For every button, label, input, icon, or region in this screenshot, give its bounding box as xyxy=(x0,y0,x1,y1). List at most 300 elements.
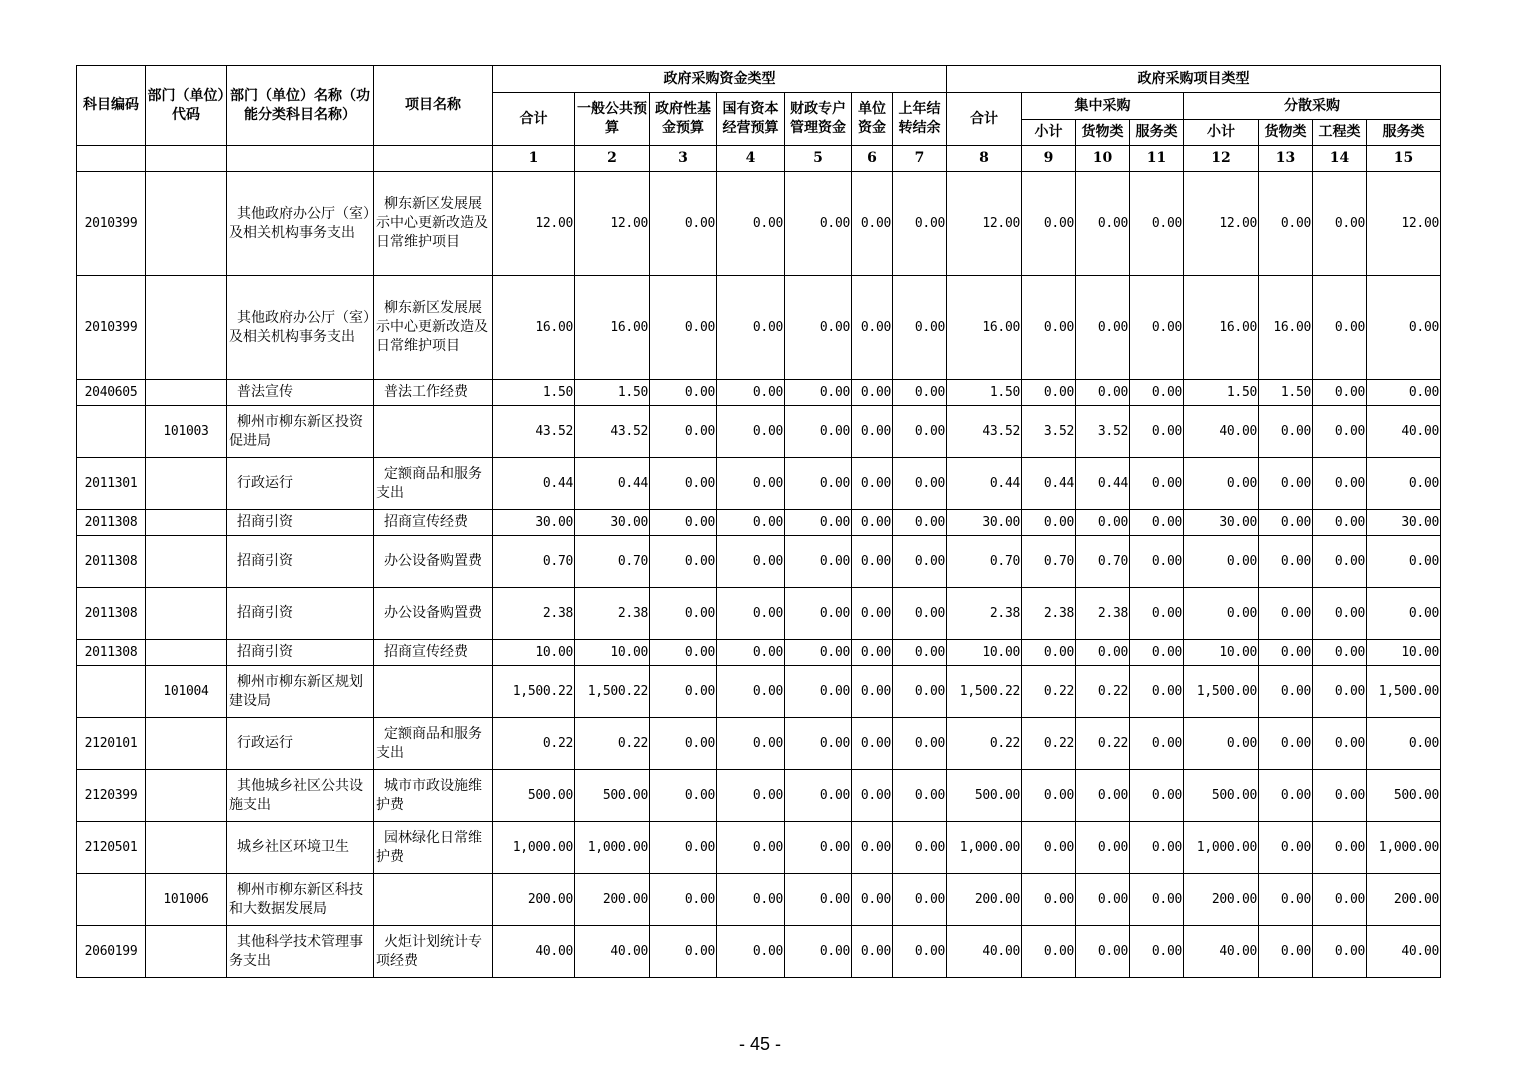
amount-cell: 30.00 xyxy=(1367,510,1441,536)
amount-cell: 1,000.00 xyxy=(575,822,650,874)
header-col-number: 10 xyxy=(1076,146,1130,172)
subject-code-cell: 2040605 xyxy=(77,380,146,406)
amount-cell: 0.00 xyxy=(1259,458,1313,510)
table-row xyxy=(77,172,1441,276)
subject-code-cell xyxy=(77,874,146,926)
amount-cell: 0.00 xyxy=(852,406,893,458)
amount-cell: 16.00 xyxy=(575,276,650,380)
amount-cell: 0.00 xyxy=(785,406,852,458)
dept-name-cell: 招商引资 xyxy=(227,536,374,588)
amount-cell: 43.52 xyxy=(575,406,650,458)
header-col-number: 8 xyxy=(947,146,1022,172)
amount-cell: 3.52 xyxy=(1076,406,1130,458)
header-col-number: 15 xyxy=(1367,146,1441,172)
header-fund-type: 政府采购资金类型 xyxy=(493,66,947,93)
amount-cell: 0.00 xyxy=(893,276,947,380)
subject-code-cell: 2010399 xyxy=(77,276,146,380)
dept-name-cell: 行政运行 xyxy=(227,458,374,510)
header-col-number: 3 xyxy=(650,146,717,172)
amount-cell: 0.00 xyxy=(852,588,893,640)
dept-code-cell xyxy=(146,536,227,588)
subject-code-cell: 2011301 xyxy=(77,458,146,510)
amount-cell: 0.00 xyxy=(650,822,717,874)
dept-code-cell xyxy=(146,172,227,276)
amount-cell: 1,500.00 xyxy=(1184,666,1259,718)
amount-cell: 1,500.22 xyxy=(493,666,575,718)
header-num-blank xyxy=(146,146,227,172)
header-dept-name: 部门（单位）名称（功能分类科目名称） xyxy=(227,66,374,146)
amount-cell: 0.22 xyxy=(493,718,575,770)
header-subject-code: 科目编码 xyxy=(77,66,146,146)
amount-cell: 30.00 xyxy=(493,510,575,536)
amount-cell: 0.00 xyxy=(717,822,785,874)
amount-cell: 40.00 xyxy=(1184,406,1259,458)
table-row xyxy=(77,926,1441,978)
table-row xyxy=(77,510,1441,536)
amount-cell: 0.00 xyxy=(1313,874,1367,926)
header-project-name: 项目名称 xyxy=(374,66,493,146)
header-num-blank xyxy=(374,146,493,172)
amount-cell: 0.00 xyxy=(717,588,785,640)
amount-cell: 0.00 xyxy=(1076,510,1130,536)
header-services: 服务类 xyxy=(1130,120,1184,146)
header-subtotal-2: 小计 xyxy=(1184,120,1259,146)
amount-cell: 0.00 xyxy=(1367,380,1441,406)
amount-cell: 0.00 xyxy=(1259,822,1313,874)
amount-cell: 0.00 xyxy=(1259,874,1313,926)
amount-cell: 0.00 xyxy=(1313,510,1367,536)
subject-code-cell: 2120399 xyxy=(77,770,146,822)
header-project-type: 政府采购项目类型 xyxy=(947,66,1441,93)
project-name-cell xyxy=(374,874,493,926)
header-num-blank xyxy=(77,146,146,172)
amount-cell: 0.00 xyxy=(1022,276,1076,380)
amount-cell: 0.00 xyxy=(650,276,717,380)
amount-cell: 1,500.00 xyxy=(1367,666,1441,718)
amount-cell: 1,000.00 xyxy=(1184,822,1259,874)
amount-cell: 40.00 xyxy=(1367,926,1441,978)
amount-cell: 0.00 xyxy=(1130,770,1184,822)
amount-cell: 0.22 xyxy=(947,718,1022,770)
amount-cell: 0.00 xyxy=(1367,588,1441,640)
header-subtotal: 小计 xyxy=(1022,120,1076,146)
amount-cell: 43.52 xyxy=(947,406,1022,458)
amount-cell: 0.70 xyxy=(947,536,1022,588)
amount-cell: 10.00 xyxy=(493,640,575,666)
amount-cell: 0.22 xyxy=(1076,718,1130,770)
header-col-number: 13 xyxy=(1259,146,1313,172)
header-col-number: 2 xyxy=(575,146,650,172)
table-row xyxy=(77,718,1441,770)
amount-cell: 0.22 xyxy=(1076,666,1130,718)
project-name-cell: 办公设备购置费 xyxy=(374,536,493,588)
amount-cell: 0.00 xyxy=(785,380,852,406)
header-state-capital: 国有资本经营预算 xyxy=(717,93,785,146)
project-name-cell xyxy=(374,406,493,458)
amount-cell: 0.00 xyxy=(1184,536,1259,588)
amount-cell: 10.00 xyxy=(1184,640,1259,666)
subject-code-cell: 2060199 xyxy=(77,926,146,978)
amount-cell: 200.00 xyxy=(493,874,575,926)
table-row xyxy=(77,640,1441,666)
amount-cell: 0.00 xyxy=(1259,510,1313,536)
amount-cell: 0.22 xyxy=(1022,666,1076,718)
subject-code-cell: 2011308 xyxy=(77,640,146,666)
dept-name-cell: 招商引资 xyxy=(227,588,374,640)
header-goods-2: 货物类 xyxy=(1259,120,1313,146)
amount-cell: 0.00 xyxy=(1313,458,1367,510)
subject-code-cell xyxy=(77,406,146,458)
amount-cell: 40.00 xyxy=(1367,406,1441,458)
amount-cell: 30.00 xyxy=(1184,510,1259,536)
header-centralized: 集中采购 xyxy=(1022,93,1184,120)
amount-cell: 0.00 xyxy=(1313,718,1367,770)
amount-cell: 3.52 xyxy=(1022,406,1076,458)
dept-code-cell: 101004 xyxy=(146,666,227,718)
amount-cell: 0.00 xyxy=(852,926,893,978)
dept-code-cell xyxy=(146,276,227,380)
amount-cell: 0.00 xyxy=(1259,536,1313,588)
dept-name-cell: 其他科学技术管理事务支出 xyxy=(227,926,374,978)
amount-cell: 1,000.00 xyxy=(947,822,1022,874)
amount-cell: 0.00 xyxy=(1130,718,1184,770)
header-col-number: 4 xyxy=(717,146,785,172)
dept-code-cell: 101003 xyxy=(146,406,227,458)
amount-cell: 0.00 xyxy=(1076,172,1130,276)
amount-cell: 2.38 xyxy=(1076,588,1130,640)
amount-cell: 0.00 xyxy=(893,458,947,510)
table-row xyxy=(77,874,1441,926)
header-col-number: 1 xyxy=(493,146,575,172)
dept-code-cell xyxy=(146,718,227,770)
amount-cell: 1,000.00 xyxy=(1367,822,1441,874)
amount-cell: 0.00 xyxy=(893,666,947,718)
table-row xyxy=(77,276,1441,380)
table-row xyxy=(77,536,1441,588)
table-row xyxy=(77,588,1441,640)
amount-cell: 0.00 xyxy=(852,718,893,770)
amount-cell: 0.00 xyxy=(1022,510,1076,536)
table-row xyxy=(77,666,1441,718)
amount-cell: 0.00 xyxy=(1367,536,1441,588)
dept-code-cell: 101006 xyxy=(146,874,227,926)
amount-cell: 0.00 xyxy=(1259,588,1313,640)
amount-cell: 0.00 xyxy=(650,380,717,406)
table-row xyxy=(77,822,1441,874)
amount-cell: 0.00 xyxy=(1313,380,1367,406)
dept-name-cell: 柳州市柳东新区科技和大数据发展局 xyxy=(227,874,374,926)
amount-cell: 0.00 xyxy=(717,640,785,666)
amount-cell: 0.00 xyxy=(1130,536,1184,588)
amount-cell: 0.00 xyxy=(893,588,947,640)
amount-cell: 0.00 xyxy=(717,718,785,770)
amount-cell: 0.00 xyxy=(893,770,947,822)
amount-cell: 0.00 xyxy=(650,406,717,458)
amount-cell: 40.00 xyxy=(947,926,1022,978)
amount-cell: 0.00 xyxy=(1130,588,1184,640)
project-name-cell: 柳东新区发展展示中心更新改造及日常维护项目 xyxy=(374,276,493,380)
amount-cell: 0.00 xyxy=(893,874,947,926)
amount-cell: 0.00 xyxy=(1130,406,1184,458)
amount-cell: 0.00 xyxy=(1022,926,1076,978)
amount-cell: 0.00 xyxy=(852,510,893,536)
amount-cell: 1,500.22 xyxy=(575,666,650,718)
amount-cell: 0.00 xyxy=(1313,666,1367,718)
amount-cell: 200.00 xyxy=(1367,874,1441,926)
amount-cell: 0.00 xyxy=(1184,718,1259,770)
amount-cell: 40.00 xyxy=(575,926,650,978)
header-col-number: 5 xyxy=(785,146,852,172)
amount-cell: 0.00 xyxy=(852,770,893,822)
amount-cell: 0.00 xyxy=(1130,822,1184,874)
amount-cell: 0.00 xyxy=(1259,718,1313,770)
header-total: 合计 xyxy=(493,93,575,146)
dept-name-cell: 其他城乡社区公共设施支出 xyxy=(227,770,374,822)
project-name-cell: 普法工作经费 xyxy=(374,380,493,406)
header-carryover: 上年结转结余 xyxy=(893,93,947,146)
amount-cell: 10.00 xyxy=(575,640,650,666)
header-unit-fund: 单位资金 xyxy=(852,93,893,146)
project-name-cell: 办公设备购置费 xyxy=(374,588,493,640)
header-goods: 货物类 xyxy=(1076,120,1130,146)
amount-cell: 0.00 xyxy=(650,458,717,510)
amount-cell: 16.00 xyxy=(1259,276,1313,380)
amount-cell: 30.00 xyxy=(947,510,1022,536)
amount-cell: 0.00 xyxy=(1130,276,1184,380)
header-col-number: 14 xyxy=(1313,146,1367,172)
page-number: - 45 - xyxy=(738,1034,781,1054)
amount-cell: 500.00 xyxy=(947,770,1022,822)
amount-cell: 1.50 xyxy=(575,380,650,406)
amount-cell: 0.70 xyxy=(575,536,650,588)
project-name-cell: 招商宣传经费 xyxy=(374,510,493,536)
amount-cell: 500.00 xyxy=(1367,770,1441,822)
dept-name-cell: 招商引资 xyxy=(227,640,374,666)
amount-cell: 0.00 xyxy=(717,926,785,978)
amount-cell: 0.00 xyxy=(785,770,852,822)
dept-name-cell: 行政运行 xyxy=(227,718,374,770)
amount-cell: 0.00 xyxy=(785,874,852,926)
amount-cell: 0.00 xyxy=(893,406,947,458)
amount-cell: 0.00 xyxy=(852,874,893,926)
amount-cell: 0.00 xyxy=(717,510,785,536)
amount-cell: 200.00 xyxy=(1184,874,1259,926)
amount-cell: 0.00 xyxy=(1022,172,1076,276)
header-col-number: 11 xyxy=(1130,146,1184,172)
amount-cell: 0.00 xyxy=(1130,640,1184,666)
amount-cell: 0.00 xyxy=(717,406,785,458)
amount-cell: 0.00 xyxy=(1022,822,1076,874)
amount-cell: 0.00 xyxy=(650,874,717,926)
amount-cell: 0.00 xyxy=(785,510,852,536)
amount-cell: 0.00 xyxy=(785,926,852,978)
amount-cell: 0.00 xyxy=(1022,770,1076,822)
dept-name-cell: 普法宣传 xyxy=(227,380,374,406)
dept-code-cell xyxy=(146,510,227,536)
amount-cell: 0.00 xyxy=(785,458,852,510)
subject-code-cell: 2120101 xyxy=(77,718,146,770)
amount-cell: 0.00 xyxy=(1130,926,1184,978)
amount-cell: 0.00 xyxy=(893,640,947,666)
amount-cell: 0.00 xyxy=(893,926,947,978)
amount-cell: 0.44 xyxy=(493,458,575,510)
dept-code-cell xyxy=(146,380,227,406)
amount-cell: 0.00 xyxy=(1367,458,1441,510)
amount-cell: 0.00 xyxy=(717,276,785,380)
header-services-2: 服务类 xyxy=(1367,120,1441,146)
amount-cell: 10.00 xyxy=(1367,640,1441,666)
amount-cell: 2.38 xyxy=(947,588,1022,640)
dept-name-cell: 其他政府办公厅（室）及相关机构事务支出 xyxy=(227,276,374,380)
amount-cell: 0.00 xyxy=(650,588,717,640)
amount-cell: 0.00 xyxy=(1313,770,1367,822)
subject-code-cell: 2011308 xyxy=(77,536,146,588)
amount-cell: 40.00 xyxy=(493,926,575,978)
subject-code-cell: 2011308 xyxy=(77,588,146,640)
amount-cell: 500.00 xyxy=(1184,770,1259,822)
dept-name-cell: 柳州市柳东新区规划建设局 xyxy=(227,666,374,718)
amount-cell: 1.50 xyxy=(1184,380,1259,406)
amount-cell: 0.00 xyxy=(650,718,717,770)
amount-cell: 0.00 xyxy=(785,718,852,770)
amount-cell: 0.00 xyxy=(1184,588,1259,640)
amount-cell: 12.00 xyxy=(493,172,575,276)
amount-cell: 0.00 xyxy=(1130,172,1184,276)
header-col-number: 9 xyxy=(1022,146,1076,172)
amount-cell: 0.00 xyxy=(1313,406,1367,458)
amount-cell: 0.00 xyxy=(1313,926,1367,978)
amount-cell: 12.00 xyxy=(947,172,1022,276)
amount-cell: 0.22 xyxy=(1022,718,1076,770)
amount-cell: 12.00 xyxy=(575,172,650,276)
amount-cell: 0.00 xyxy=(1184,458,1259,510)
amount-cell: 0.70 xyxy=(1076,536,1130,588)
amount-cell: 0.00 xyxy=(1076,770,1130,822)
amount-cell: 0.00 xyxy=(1130,458,1184,510)
amount-cell: 1,000.00 xyxy=(493,822,575,874)
amount-cell: 12.00 xyxy=(1367,172,1441,276)
amount-cell: 0.00 xyxy=(717,874,785,926)
amount-cell: 0.44 xyxy=(1022,458,1076,510)
amount-cell: 1.50 xyxy=(1259,380,1313,406)
amount-cell: 0.00 xyxy=(852,172,893,276)
amount-cell: 2.38 xyxy=(575,588,650,640)
amount-cell: 0.00 xyxy=(852,380,893,406)
amount-cell: 0.00 xyxy=(1313,172,1367,276)
amount-cell: 10.00 xyxy=(947,640,1022,666)
amount-cell: 0.00 xyxy=(1022,640,1076,666)
amount-cell: 0.00 xyxy=(650,172,717,276)
amount-cell: 16.00 xyxy=(493,276,575,380)
amount-cell: 0.00 xyxy=(717,770,785,822)
project-name-cell: 城市市政设施维护费 xyxy=(374,770,493,822)
dept-name-cell: 柳州市柳东新区投资促进局 xyxy=(227,406,374,458)
amount-cell: 1.50 xyxy=(493,380,575,406)
amount-cell: 0.00 xyxy=(785,172,852,276)
project-name-cell: 招商宣传经费 xyxy=(374,640,493,666)
amount-cell: 2.38 xyxy=(1022,588,1076,640)
table-row xyxy=(77,380,1441,406)
amount-cell: 0.00 xyxy=(1367,276,1441,380)
amount-cell: 0.00 xyxy=(1022,380,1076,406)
header-col-number: 7 xyxy=(893,146,947,172)
project-name-cell: 火炬计划统计专项经费 xyxy=(374,926,493,978)
amount-cell: 0.00 xyxy=(1259,926,1313,978)
amount-cell: 0.00 xyxy=(1076,276,1130,380)
amount-cell: 0.44 xyxy=(947,458,1022,510)
header-col-number: 12 xyxy=(1184,146,1259,172)
table-row xyxy=(77,458,1441,510)
project-name-cell: 定额商品和服务支出 xyxy=(374,718,493,770)
amount-cell: 43.52 xyxy=(493,406,575,458)
table-row xyxy=(77,406,1441,458)
amount-cell: 500.00 xyxy=(575,770,650,822)
subject-code-cell xyxy=(77,666,146,718)
amount-cell: 0.00 xyxy=(650,510,717,536)
amount-cell: 0.00 xyxy=(1313,276,1367,380)
amount-cell: 0.00 xyxy=(1259,172,1313,276)
amount-cell: 0.00 xyxy=(893,822,947,874)
header-total-2: 合计 xyxy=(947,93,1022,146)
dept-name-cell: 其他政府办公厅（室）及相关机构事务支出 xyxy=(227,172,374,276)
amount-cell: 0.00 xyxy=(650,926,717,978)
amount-cell: 12.00 xyxy=(1184,172,1259,276)
amount-cell: 1,500.22 xyxy=(947,666,1022,718)
header-decentralized: 分散采购 xyxy=(1184,93,1441,120)
amount-cell: 0.00 xyxy=(785,822,852,874)
amount-cell: 1.50 xyxy=(947,380,1022,406)
dept-code-cell xyxy=(146,822,227,874)
amount-cell: 0.00 xyxy=(1130,380,1184,406)
amount-cell: 0.00 xyxy=(1130,510,1184,536)
subject-code-cell: 2120501 xyxy=(77,822,146,874)
amount-cell: 0.00 xyxy=(717,666,785,718)
amount-cell: 0.00 xyxy=(1076,926,1130,978)
amount-cell: 16.00 xyxy=(947,276,1022,380)
amount-cell: 0.00 xyxy=(785,666,852,718)
header-general-budget: 一般公共预算 xyxy=(575,93,650,146)
amount-cell: 2.38 xyxy=(493,588,575,640)
amount-cell: 0.00 xyxy=(1076,874,1130,926)
dept-code-cell xyxy=(146,770,227,822)
amount-cell: 0.00 xyxy=(893,380,947,406)
project-name-cell: 园林绿化日常维护费 xyxy=(374,822,493,874)
amount-cell: 0.00 xyxy=(650,536,717,588)
amount-cell: 0.00 xyxy=(717,172,785,276)
amount-cell: 0.00 xyxy=(785,640,852,666)
amount-cell: 0.00 xyxy=(1076,822,1130,874)
amount-cell: 0.00 xyxy=(1313,822,1367,874)
amount-cell: 0.00 xyxy=(1313,536,1367,588)
amount-cell: 0.00 xyxy=(1022,874,1076,926)
amount-cell: 500.00 xyxy=(493,770,575,822)
amount-cell: 0.00 xyxy=(785,588,852,640)
amount-cell: 16.00 xyxy=(1184,276,1259,380)
amount-cell: 0.00 xyxy=(1259,640,1313,666)
amount-cell: 0.00 xyxy=(1076,380,1130,406)
amount-cell: 0.00 xyxy=(1130,666,1184,718)
procurement-table xyxy=(76,65,1441,978)
amount-cell: 0.70 xyxy=(493,536,575,588)
amount-cell: 0.00 xyxy=(650,666,717,718)
dept-code-cell xyxy=(146,926,227,978)
amount-cell: 0.00 xyxy=(893,510,947,536)
amount-cell: 0.00 xyxy=(717,380,785,406)
amount-cell: 0.00 xyxy=(893,172,947,276)
table-row xyxy=(77,770,1441,822)
amount-cell: 200.00 xyxy=(947,874,1022,926)
amount-cell: 0.00 xyxy=(650,640,717,666)
